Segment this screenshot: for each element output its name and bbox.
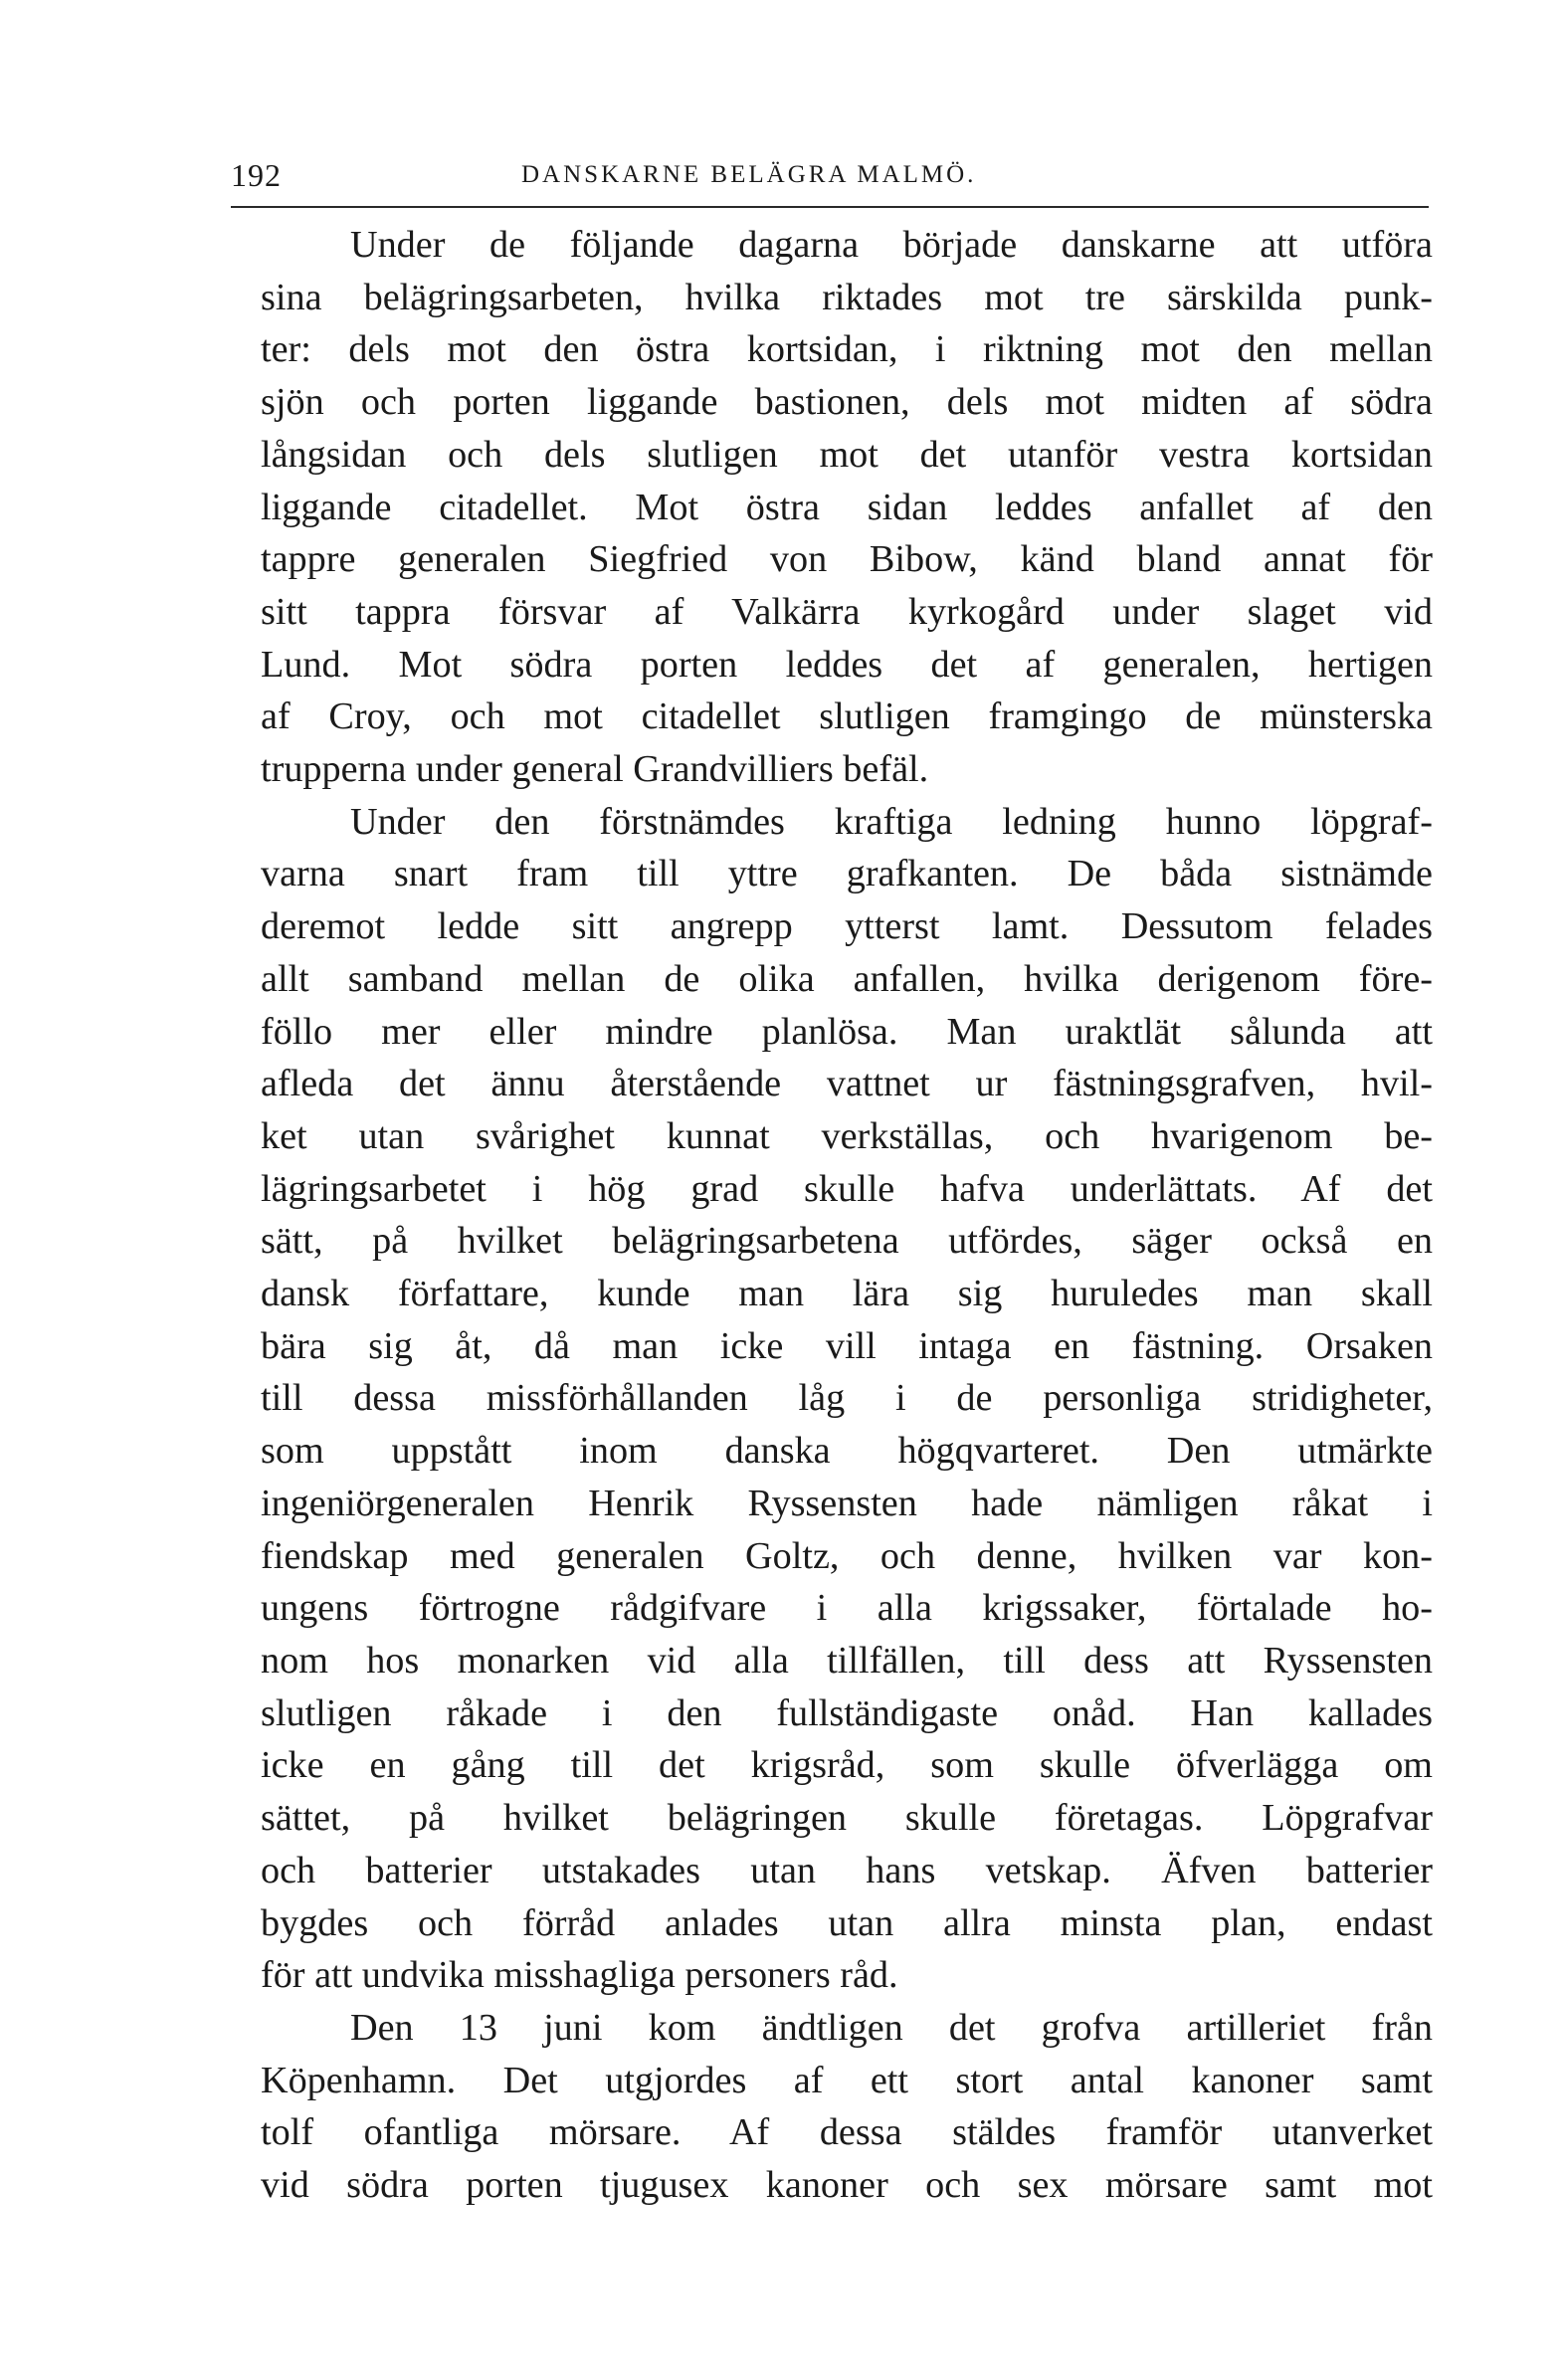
text-line: varna snart fram till yttre grafkanten. De båda sistnämde — [261, 853, 1433, 895]
text-line: Köpenhamn. Det utgjordes af ett stort antal kanoner samt — [261, 2059, 1433, 2101]
running-head — [231, 151, 1429, 199]
text-line: vid södra porten tjugusex kanoner och sex mörsare samt mot — [261, 2164, 1433, 2207]
text-line: liggande citadellet. Mot östra sidan leddes anfallet af den — [261, 486, 1433, 528]
text-line: sina belägringsarbeten, hvilka riktades mot tre särskilda punk- — [261, 276, 1433, 318]
text-line: ket utan svårighet kunnat verkställas, och hvarigenom be- — [261, 1114, 1433, 1157]
text-line: bära sig åt, då man icke vill intaga en fästning. Orsaken — [261, 1324, 1433, 1367]
text-line: lägringsarbetet i hög grad skulle hafva underlättats. Af det — [261, 1167, 1433, 1210]
text-line: icke en gång till det krigsråd, som skulle öfverlägga om — [261, 1744, 1433, 1787]
text-line: nom hos monarken vid alla tillfällen, till dess att Ryssensten — [261, 1639, 1433, 1682]
text-line: för att undvika misshagliga personers råd. — [261, 1954, 898, 1997]
text-line: Under de följande dagarna började danskarne att utföra — [350, 224, 1433, 266]
running-title: DANSKARNE BELÄGRA MALMÖ. — [521, 161, 977, 188]
text-line: bygdes och förråd anlades utan allra minsta plan, endast — [261, 1901, 1433, 1944]
body-text — [261, 219, 1433, 2212]
text-line: sitt tappra försvar af Valkärra kyrkogård under slaget vid — [261, 590, 1433, 633]
text-line: fiendskap med generalen Goltz, och denne, hvilken var kon- — [261, 1534, 1433, 1577]
text-line: långsidan och dels slutligen mot det utanför vestra kortsidan — [261, 433, 1433, 476]
text-line: tolf ofantliga mörsare. Af dessa stäldes framför utanverket — [261, 2111, 1433, 2154]
header-rule — [231, 206, 1429, 208]
text-line: sjön och porten liggande bastionen, dels mot midten af södra — [261, 381, 1433, 424]
text-line: som uppstått inom danska högqvarteret. Den utmärkte — [261, 1430, 1433, 1473]
text-line: till dessa missförhållanden låg i de personliga stridigheter, — [261, 1377, 1433, 1420]
text-line: tappre generalen Siegfried von Bibow, känd bland annat för — [261, 538, 1433, 581]
text-line: dansk författare, kunde man lära sig huruledes man skall — [261, 1273, 1433, 1315]
text-line: ter: dels mot den östra kortsidan, i riktning mot den mellan — [261, 328, 1433, 371]
text-line: deremot ledde sitt angrepp ytterst lamt. Dessutom felades — [261, 905, 1433, 948]
text-line: Lund. Mot södra porten leddes det af generalen, hertigen — [261, 643, 1433, 686]
text-line: ingeniörgeneralen Henrik Ryssensten hade nämligen råkat i — [261, 1482, 1433, 1524]
text-line: af Croy, och mot citadellet slutligen framgingo de münsterska — [261, 695, 1433, 738]
text-line: slutligen råkade i den fullständigaste onåd. Han kallades — [261, 1691, 1433, 1734]
text-line: föllo mer eller mindre planlösa. Man uraktlät sålunda att — [261, 1010, 1433, 1053]
text-line: sättet, på hvilket belägringen skulle företagas. Löpgrafvar — [261, 1797, 1433, 1840]
text-line: Den 13 juni kom ändtligen det grofva artilleriet från — [350, 2006, 1433, 2049]
text-line: och batterier utstakades utan hans vetskap. Äfven batterier — [261, 1849, 1433, 1891]
text-line: trupperna under general Grandvilliers befäl. — [261, 748, 929, 791]
text-line: afleda det ännu återstående vattnet ur fästningsgrafven, hvil- — [261, 1063, 1433, 1105]
text-line: Under den förstnämdes kraftiga ledning hunno löpgraf- — [350, 800, 1433, 843]
text-line: allt samband mellan de olika anfallen, hvilka derigenom före- — [261, 957, 1433, 1000]
text-line: sätt, på hvilket belägringsarbetena utfördes, säger också en — [261, 1220, 1433, 1263]
page-number: 192 — [231, 157, 282, 193]
text-line: ungens förtrogne rådgifvare i alla krigssaker, förtalade ho- — [261, 1587, 1433, 1630]
